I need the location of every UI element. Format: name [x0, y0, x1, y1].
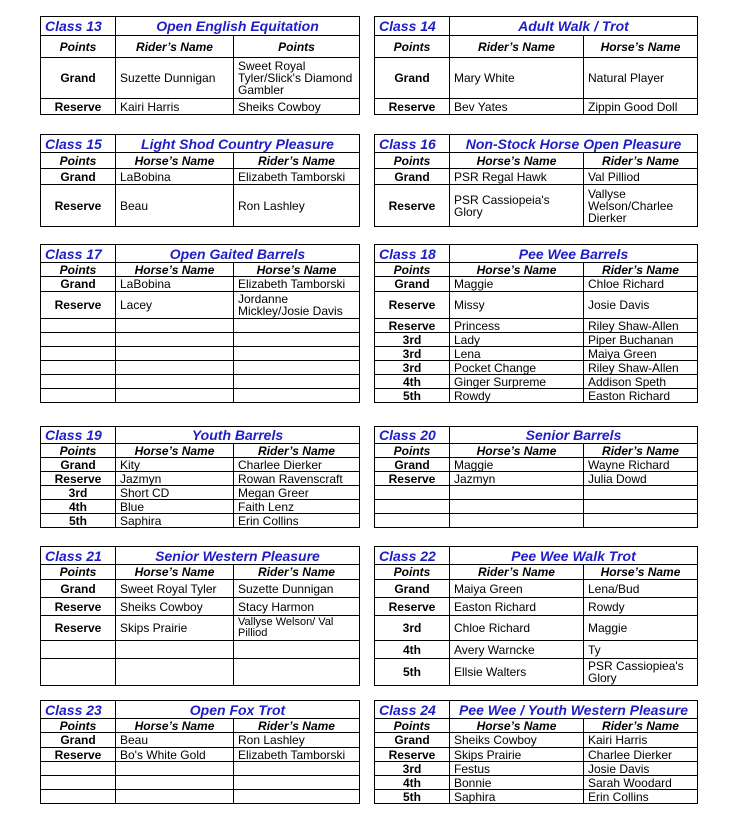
- empty-cell: [234, 641, 360, 659]
- col-header: Points: [375, 444, 450, 458]
- cell: Mary White: [450, 58, 584, 99]
- empty-cell: [116, 361, 234, 375]
- placing: Grand: [41, 458, 116, 472]
- placing: 4th: [375, 776, 450, 790]
- class-number: Class 23: [41, 701, 116, 719]
- cell: Vallyse Welson/Charlee Dierker: [584, 185, 698, 227]
- cell: Erin Collins: [234, 514, 360, 528]
- placing: Grand: [41, 580, 116, 598]
- cell: Bo's White Gold: [116, 748, 234, 762]
- cell: Saphira: [116, 514, 234, 528]
- empty-cell: [584, 514, 698, 528]
- placing: Reserve: [375, 319, 450, 333]
- col-header: Horse’s Name: [116, 444, 234, 458]
- col-header: Horse’s Name: [450, 153, 584, 169]
- placing: 5th: [41, 514, 116, 528]
- cell: Zippin Good Doll: [584, 99, 698, 115]
- col-header: Points: [41, 565, 116, 580]
- cell: Jazmyn: [450, 472, 584, 486]
- empty-cell: [116, 319, 234, 333]
- cell: Kairi Harris: [116, 99, 234, 115]
- cell: Bonnie: [450, 776, 584, 790]
- empty-cell: [116, 389, 234, 403]
- class-13-table: [40, 16, 360, 115]
- cell: Jordanne Mickley/Josie Davis: [234, 292, 360, 319]
- class-title: Pee Wee Walk Trot: [450, 547, 698, 565]
- cell: Charlee Dierker: [584, 748, 698, 762]
- cell: Sheiks Cowboy: [116, 598, 234, 616]
- placing: Grand: [41, 169, 116, 185]
- placing: Grand: [375, 169, 450, 185]
- cell: Festus: [450, 762, 584, 776]
- placing: 4th: [41, 500, 116, 514]
- class-16-table: [374, 134, 698, 227]
- cell: Easton Richard: [450, 598, 584, 616]
- cell: Suzette Dunnigan: [116, 58, 234, 99]
- col-header: Points: [234, 36, 360, 58]
- col-header: Rider’s Name: [234, 719, 360, 733]
- cell: LaBobina: [116, 169, 234, 185]
- class-24-table: [374, 700, 698, 804]
- placing: Reserve: [375, 748, 450, 762]
- col-header: Rider’s Name: [584, 444, 698, 458]
- col-header: Horse’s Name: [584, 565, 698, 580]
- col-header: Horse’s Name: [234, 263, 360, 277]
- cell: Ron Lashley: [234, 185, 360, 227]
- placing: Grand: [41, 277, 116, 292]
- cell: Kairi Harris: [584, 733, 698, 748]
- cell: Elizabeth Tamborski: [234, 748, 360, 762]
- cell: Maiya Green: [450, 580, 584, 598]
- class-number: Class 13: [41, 17, 116, 36]
- class-19-table: [40, 426, 360, 528]
- empty-cell: [234, 375, 360, 389]
- cell: Ty: [584, 641, 698, 659]
- cell: Megan Greer: [234, 486, 360, 500]
- cell: Vallyse Welson/ Val Pilliod: [234, 616, 360, 641]
- empty-cell: [41, 641, 116, 659]
- cell: Addison Speth: [584, 375, 698, 389]
- cell: Lena/Bud: [584, 580, 698, 598]
- cell: Skips Prairie: [116, 616, 234, 641]
- empty-cell: [375, 500, 450, 514]
- col-header: Rider’s Name: [234, 444, 360, 458]
- placing: 4th: [375, 375, 450, 389]
- empty-cell: [116, 659, 234, 686]
- cell: Ron Lashley: [234, 733, 360, 748]
- col-header: Rider’s Name: [116, 36, 234, 58]
- col-header: Horse’s Name: [116, 565, 234, 580]
- empty-cell: [116, 790, 234, 804]
- col-header: Horse’s Name: [116, 263, 234, 277]
- placing: Reserve: [41, 748, 116, 762]
- cell: Missy: [450, 292, 584, 319]
- placing: Grand: [375, 277, 450, 292]
- placing: Grand: [375, 580, 450, 598]
- empty-cell: [450, 514, 584, 528]
- cell: Val Pilliod: [584, 169, 698, 185]
- cell: Lady: [450, 333, 584, 347]
- empty-cell: [41, 333, 116, 347]
- cell: Stacy Harmon: [234, 598, 360, 616]
- empty-cell: [41, 790, 116, 804]
- class-number: Class 20: [375, 427, 450, 444]
- empty-cell: [234, 659, 360, 686]
- class-number: Class 14: [375, 17, 450, 36]
- placing: Reserve: [375, 472, 450, 486]
- cell: Pocket Change: [450, 361, 584, 375]
- placing: 3rd: [375, 333, 450, 347]
- placing: 3rd: [375, 762, 450, 776]
- class-23-table: [40, 700, 360, 804]
- empty-cell: [116, 762, 234, 776]
- col-header: Rider’s Name: [584, 263, 698, 277]
- cell: Blue: [116, 500, 234, 514]
- cell: Suzette Dunnigan: [234, 580, 360, 598]
- empty-cell: [234, 762, 360, 776]
- cell: Sweet Royal Tyler: [116, 580, 234, 598]
- empty-cell: [234, 333, 360, 347]
- cell: Julia Dowd: [584, 472, 698, 486]
- col-header: Points: [375, 36, 450, 58]
- cell: Skips Prairie: [450, 748, 584, 762]
- placing: Reserve: [41, 99, 116, 115]
- class-title: Pee Wee Barrels: [450, 245, 698, 263]
- empty-cell: [116, 333, 234, 347]
- cell: Rowdy: [450, 389, 584, 403]
- class-title: Open English Equitation: [116, 17, 360, 36]
- empty-cell: [450, 500, 584, 514]
- empty-cell: [450, 486, 584, 500]
- cell: Rowan Ravenscraft: [234, 472, 360, 486]
- placing: Reserve: [41, 472, 116, 486]
- cell: Sheiks Cowboy: [234, 99, 360, 115]
- cell: Ellsie Walters: [450, 659, 584, 686]
- empty-cell: [234, 319, 360, 333]
- cell: Wayne Richard: [584, 458, 698, 472]
- cell: Sarah Woodard: [584, 776, 698, 790]
- cell: Josie Davis: [584, 762, 698, 776]
- class-title: Senior Western Pleasure: [116, 547, 360, 565]
- class-number: Class 24: [375, 701, 450, 719]
- cell: Sheiks Cowboy: [450, 733, 584, 748]
- empty-cell: [234, 361, 360, 375]
- placing: 4th: [375, 641, 450, 659]
- cell: Faith Lenz: [234, 500, 360, 514]
- cell: PSR Cassiopiea's Glory: [584, 659, 698, 686]
- empty-cell: [41, 319, 116, 333]
- empty-cell: [41, 762, 116, 776]
- cell: Kity: [116, 458, 234, 472]
- cell: Elizabeth Tamborski: [234, 169, 360, 185]
- col-header: Rider’s Name: [234, 153, 360, 169]
- cell: LaBobina: [116, 277, 234, 292]
- placing: 5th: [375, 659, 450, 686]
- col-header: Horse’s Name: [116, 153, 234, 169]
- class-14-table: [374, 16, 698, 115]
- placing: Reserve: [41, 292, 116, 319]
- placing: Reserve: [375, 292, 450, 319]
- col-header: Horse’s Name: [584, 36, 698, 58]
- placing: 3rd: [375, 361, 450, 375]
- col-header: Rider’s Name: [584, 719, 698, 733]
- empty-cell: [375, 486, 450, 500]
- class-title: Senior Barrels: [450, 427, 698, 444]
- cell: Riley Shaw-Allen: [584, 361, 698, 375]
- placing: Reserve: [41, 616, 116, 641]
- class-15-table: [40, 134, 360, 227]
- col-header: Points: [41, 263, 116, 277]
- placing: 3rd: [41, 486, 116, 500]
- class-21-table: [40, 546, 360, 686]
- col-header: Points: [41, 719, 116, 733]
- cell: Beau: [116, 185, 234, 227]
- empty-cell: [234, 389, 360, 403]
- empty-cell: [375, 514, 450, 528]
- empty-cell: [234, 776, 360, 790]
- cell: Jazmyn: [116, 472, 234, 486]
- empty-cell: [41, 375, 116, 389]
- empty-cell: [116, 641, 234, 659]
- col-header: Points: [41, 36, 116, 58]
- col-header: Rider’s Name: [584, 153, 698, 169]
- cell: Maiya Green: [584, 347, 698, 361]
- placing: Grand: [41, 733, 116, 748]
- class-20-table: [374, 426, 698, 528]
- col-header: Points: [41, 153, 116, 169]
- empty-cell: [41, 389, 116, 403]
- class-number: Class 17: [41, 245, 116, 263]
- placing: Grand: [41, 58, 116, 99]
- cell: Riley Shaw-Allen: [584, 319, 698, 333]
- class-22-table: [374, 546, 698, 686]
- class-number: Class 19: [41, 427, 116, 444]
- col-header: Horse’s Name: [450, 444, 584, 458]
- cell: Princess: [450, 319, 584, 333]
- cell: Bev Yates: [450, 99, 584, 115]
- cell: Chloe Richard: [584, 277, 698, 292]
- empty-cell: [41, 361, 116, 375]
- empty-cell: [234, 347, 360, 361]
- col-header: Horse’s Name: [450, 263, 584, 277]
- cell: Maggie: [584, 616, 698, 641]
- placing: 5th: [375, 790, 450, 804]
- placing: Reserve: [41, 185, 116, 227]
- col-header: Points: [41, 444, 116, 458]
- placing: Reserve: [375, 598, 450, 616]
- class-number: Class 16: [375, 135, 450, 153]
- cell: Elizabeth Tamborski: [234, 277, 360, 292]
- cell: PSR Cassiopeia's Glory: [450, 185, 584, 227]
- class-title: Open Fox Trot: [116, 701, 360, 719]
- class-17-table: [40, 244, 360, 403]
- placing: Grand: [375, 458, 450, 472]
- cell: Maggie: [450, 277, 584, 292]
- col-header: Rider’s Name: [450, 565, 584, 580]
- cell: Lacey: [116, 292, 234, 319]
- cell: Natural Player: [584, 58, 698, 99]
- cell: Easton Richard: [584, 389, 698, 403]
- col-header: Horse’s Name: [116, 719, 234, 733]
- class-title: Open Gaited Barrels: [116, 245, 360, 263]
- cell: Rowdy: [584, 598, 698, 616]
- cell: Piper Buchanan: [584, 333, 698, 347]
- empty-cell: [234, 790, 360, 804]
- class-title: Adult Walk / Trot: [450, 17, 698, 36]
- class-title: Light Shod Country Pleasure: [116, 135, 360, 153]
- placing: Reserve: [375, 185, 450, 227]
- class-number: Class 18: [375, 245, 450, 263]
- placing: Reserve: [41, 598, 116, 616]
- empty-cell: [41, 776, 116, 790]
- placing: 3rd: [375, 616, 450, 641]
- placing: Grand: [375, 733, 450, 748]
- col-header: Points: [375, 565, 450, 580]
- cell: Josie Davis: [584, 292, 698, 319]
- col-header: Rider’s Name: [234, 565, 360, 580]
- col-header: Points: [375, 153, 450, 169]
- placing: Reserve: [375, 99, 450, 115]
- class-title: Non-Stock Horse Open Pleasure: [450, 135, 698, 153]
- class-number: Class 15: [41, 135, 116, 153]
- cell: Beau: [116, 733, 234, 748]
- cell: Sweet Royal Tyler/Slick's Diamond Gambler: [234, 58, 360, 99]
- col-header: Points: [375, 719, 450, 733]
- class-18-table: [374, 244, 698, 403]
- class-title: Pee Wee / Youth Western Pleasure: [450, 701, 698, 719]
- class-number: Class 22: [375, 547, 450, 565]
- empty-cell: [116, 375, 234, 389]
- cell: Charlee Dierker: [234, 458, 360, 472]
- cell: Lena: [450, 347, 584, 361]
- cell: Ginger Surpreme: [450, 375, 584, 389]
- empty-cell: [116, 347, 234, 361]
- placing: Grand: [375, 58, 450, 99]
- cell: PSR Regal Hawk: [450, 169, 584, 185]
- empty-cell: [584, 500, 698, 514]
- placing: 3rd: [375, 347, 450, 361]
- class-number: Class 21: [41, 547, 116, 565]
- cell: Erin Collins: [584, 790, 698, 804]
- col-header: Points: [375, 263, 450, 277]
- placing: 5th: [375, 389, 450, 403]
- empty-cell: [116, 776, 234, 790]
- empty-cell: [41, 347, 116, 361]
- col-header: Horse’s Name: [450, 719, 584, 733]
- cell: Chloe Richard: [450, 616, 584, 641]
- class-title: Youth Barrels: [116, 427, 360, 444]
- cell: Avery Warncke: [450, 641, 584, 659]
- col-header: Rider’s Name: [450, 36, 584, 58]
- empty-cell: [584, 486, 698, 500]
- cell: Short CD: [116, 486, 234, 500]
- empty-cell: [41, 659, 116, 686]
- cell: Saphira: [450, 790, 584, 804]
- cell: Maggie: [450, 458, 584, 472]
